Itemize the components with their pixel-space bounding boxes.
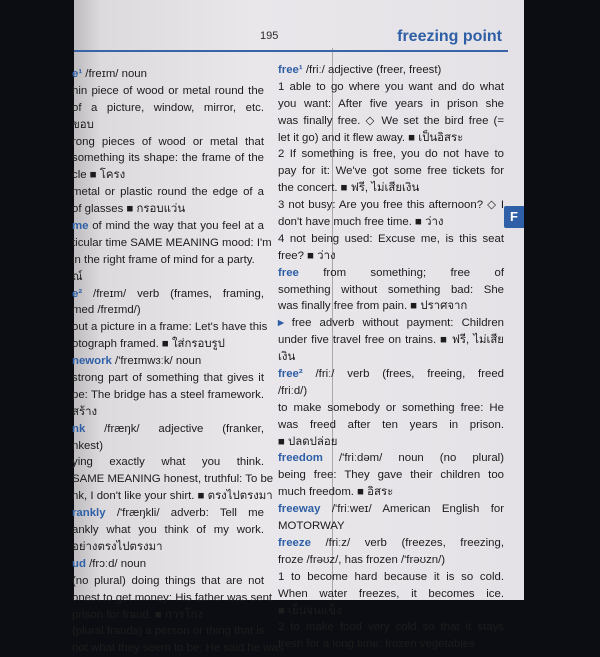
entry-line: ■ เย็นจนแข็ง	[278, 604, 342, 617]
right-column	[278, 62, 504, 653]
entry-line: was finally free. ◇ We set the bird free (=	[278, 114, 504, 127]
entry-line: 1 to become hard because it is so cold.	[278, 570, 504, 583]
dictionary-page	[72, 0, 524, 655]
entry-line: (plural frauds) a person or thing that is	[72, 625, 265, 638]
entry-line: metal or plastic round the edge of a	[72, 186, 264, 199]
entry-line: e¹ /freɪm/ noun	[72, 68, 147, 80]
entry-line: MOTORWAY	[278, 520, 345, 533]
entry-line: 4 not being used: Excuse me, is this seat	[278, 232, 504, 245]
entry-line: free from something; free of	[278, 266, 504, 279]
entry-line: let it go) and it flew away. ■ เป็นอิสระ	[278, 131, 464, 144]
running-head: freezing point	[397, 28, 502, 45]
entry-line: (no plural) doing things that are not	[72, 574, 264, 587]
entry-line: 2 to make food very cold so that it stays	[278, 621, 504, 634]
entry-line: nkest)	[72, 439, 104, 452]
entry-line: ขอบ	[72, 118, 94, 131]
entry-line: froze /frəʊz/, has frozen /'frəʊzn/)	[278, 553, 446, 566]
entry-line: don't have much free time. ■ ว่าง	[278, 216, 444, 229]
entry-line: ying exactly what you think.	[72, 456, 264, 469]
entry-line: When water freezes, it becomes ice.	[278, 587, 504, 600]
entry-line: ankly what you think of my work.	[72, 524, 264, 537]
entry-line: prison for fraud. ■ การโกง	[72, 608, 203, 621]
entry-line: ud /frɔːd/ noun	[72, 557, 147, 570]
entry-line: freedom /'friːdəm/ noun (no plural)	[278, 452, 504, 465]
entry-line: nk /fræŋk/ adjective (franker,	[72, 422, 264, 435]
left-column	[72, 66, 284, 657]
entry-line: free² /friː/ verb (frees, freeing, freed	[278, 368, 504, 381]
entry-line: rankly /'fræŋkli/ adverb: Tell me	[72, 507, 264, 520]
entry-line: strong part of something that gives it	[72, 372, 264, 385]
entry-line: e² /freɪm/ verb (frames, framing,	[72, 287, 264, 300]
entry-line: otograph framed. ■ ใส่กรอบรูป	[72, 338, 225, 351]
entry-line: nk, I don't like your shirt. ■ ตรงไปตรงมา	[72, 490, 273, 503]
entry-line: you want: After five years in prison she	[278, 97, 504, 110]
entry-line: to make somebody or something free: He	[278, 401, 504, 414]
entry-line: pay for it: We've got some free tickets for	[278, 165, 504, 178]
entry-line: onest to get money: His father was sent	[72, 591, 273, 604]
entry-line: pe: The bridge has a steel framework.	[72, 388, 264, 401]
entry-line: /friːd/)	[278, 384, 308, 397]
header-rule	[74, 50, 508, 52]
entry-line: ticular time SAME MEANING mood: I'm	[72, 236, 272, 249]
entry-line: of a picture, window, mirror, etc.	[72, 101, 264, 114]
entry-line: ▸ free adverb without payment: Children	[278, 317, 504, 330]
page-number: 195	[260, 30, 279, 42]
entry-line: hin piece of wood or metal round the	[72, 84, 264, 97]
entry-line: of glasses ■ กรอบแว่น	[72, 203, 186, 216]
entry-line: under five travel free on trains. ■ ฟรี, ไม่เสีย	[278, 334, 504, 347]
entry-line: nework /'freɪmwɜːk/ noun	[72, 355, 202, 368]
thumb-index-tab: F	[504, 206, 524, 228]
entry-line: was freed after ten years in prison.	[278, 418, 504, 431]
entry-line: ณ์	[72, 270, 83, 283]
entry-line: being free: They gave their children too	[278, 469, 504, 482]
entry-line: freeway /'friːweɪ/ American English for	[278, 503, 504, 516]
entry-line: freeze /friːz/ verb (freezes, freezing,	[278, 536, 504, 549]
entry-line: SAME MEANING honest, truthful: To be	[72, 473, 274, 486]
entry-line: the concert. ■ ฟรี, ไม่เสียเงิน	[278, 182, 420, 195]
entry-line: fresh for a long time: frozen vegetables	[278, 638, 475, 651]
entry-line: was finally free from pain. ■ ปราศจาก	[278, 300, 468, 313]
entry-line: 2 If something is free, you do not have to	[278, 148, 504, 161]
entry-line: something without something bad: She	[278, 283, 504, 296]
entry-line: เงิน	[278, 351, 296, 364]
entry-line: cle ■ โครง	[72, 169, 126, 182]
entry-line: free¹ /friː/ adjective (freer, freest)	[278, 64, 442, 76]
entry-line: out a picture in a frame: Let's have this	[72, 321, 268, 334]
entry-line: rong pieces of wood or metal that	[72, 135, 264, 148]
entry-line: อย่างตรงไปตรงมา	[72, 540, 163, 553]
entry-line: 3 not busy: Are you free this afternoon? ◇ I	[278, 199, 504, 212]
entry-line: something its shape: the frame of the	[72, 152, 264, 165]
entry-line: สร้าง	[72, 405, 98, 418]
entry-line: in the right frame of mind for a party.	[72, 253, 255, 266]
entry-line: much freedom. ■ อิสระ	[278, 486, 394, 499]
entry-line: med /freɪmd/)	[72, 304, 141, 317]
entry-line: free? ■ ว่าง	[278, 249, 336, 262]
entry-line: ■ ปลดปล่อย	[278, 435, 338, 448]
entry-line: me of mind the way that you feel at a	[72, 220, 264, 233]
entry-line: 1 able to go where you want and do what	[278, 80, 504, 93]
entry-line: not what they seem to be: He said he was	[72, 642, 284, 655]
